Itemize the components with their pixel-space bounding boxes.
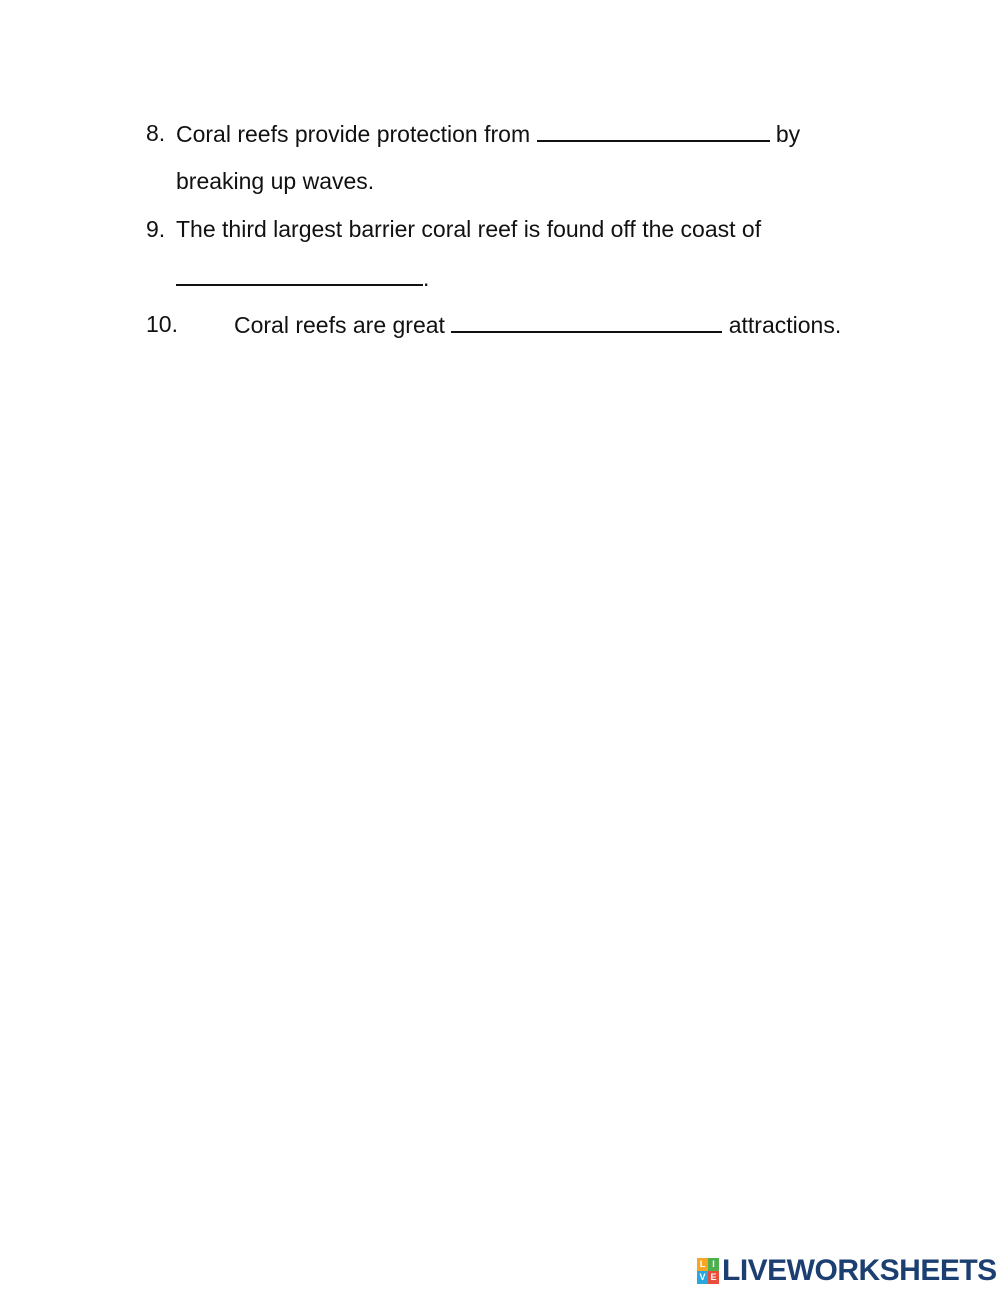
liveworksheets-logo [697, 1254, 997, 1288]
answer-blank[interactable] [451, 309, 722, 333]
question-text-line-1: The third largest barrier coral reef is found off the coast of [176, 216, 762, 242]
question-text: . [423, 265, 430, 291]
question-text-line-1 [234, 309, 841, 340]
question-text: Coral reefs are great [234, 312, 452, 338]
logo-text: LIVEWORKSHEETS [722, 1254, 997, 1287]
question-text-line-2 [176, 262, 429, 293]
logo-mark-letter: L [697, 1258, 708, 1271]
logo-mark-letter: V [697, 1271, 708, 1284]
question-text: Coral reefs provide protection from [176, 121, 537, 147]
question-text-line-2: breaking up waves. [176, 168, 375, 194]
question-number: 8. [146, 120, 166, 146]
answer-blank[interactable] [537, 118, 770, 142]
question-number: 10. [146, 311, 178, 337]
logo-mark-letter: I [708, 1258, 719, 1271]
logo-mark-letter: E [708, 1271, 719, 1284]
answer-blank[interactable] [176, 262, 423, 286]
question-text: attractions. [722, 312, 842, 338]
question-number: 9. [146, 216, 166, 242]
logo-mark-icon [697, 1258, 719, 1284]
question-text: by [769, 121, 801, 147]
question-text-line-1 [176, 118, 800, 149]
